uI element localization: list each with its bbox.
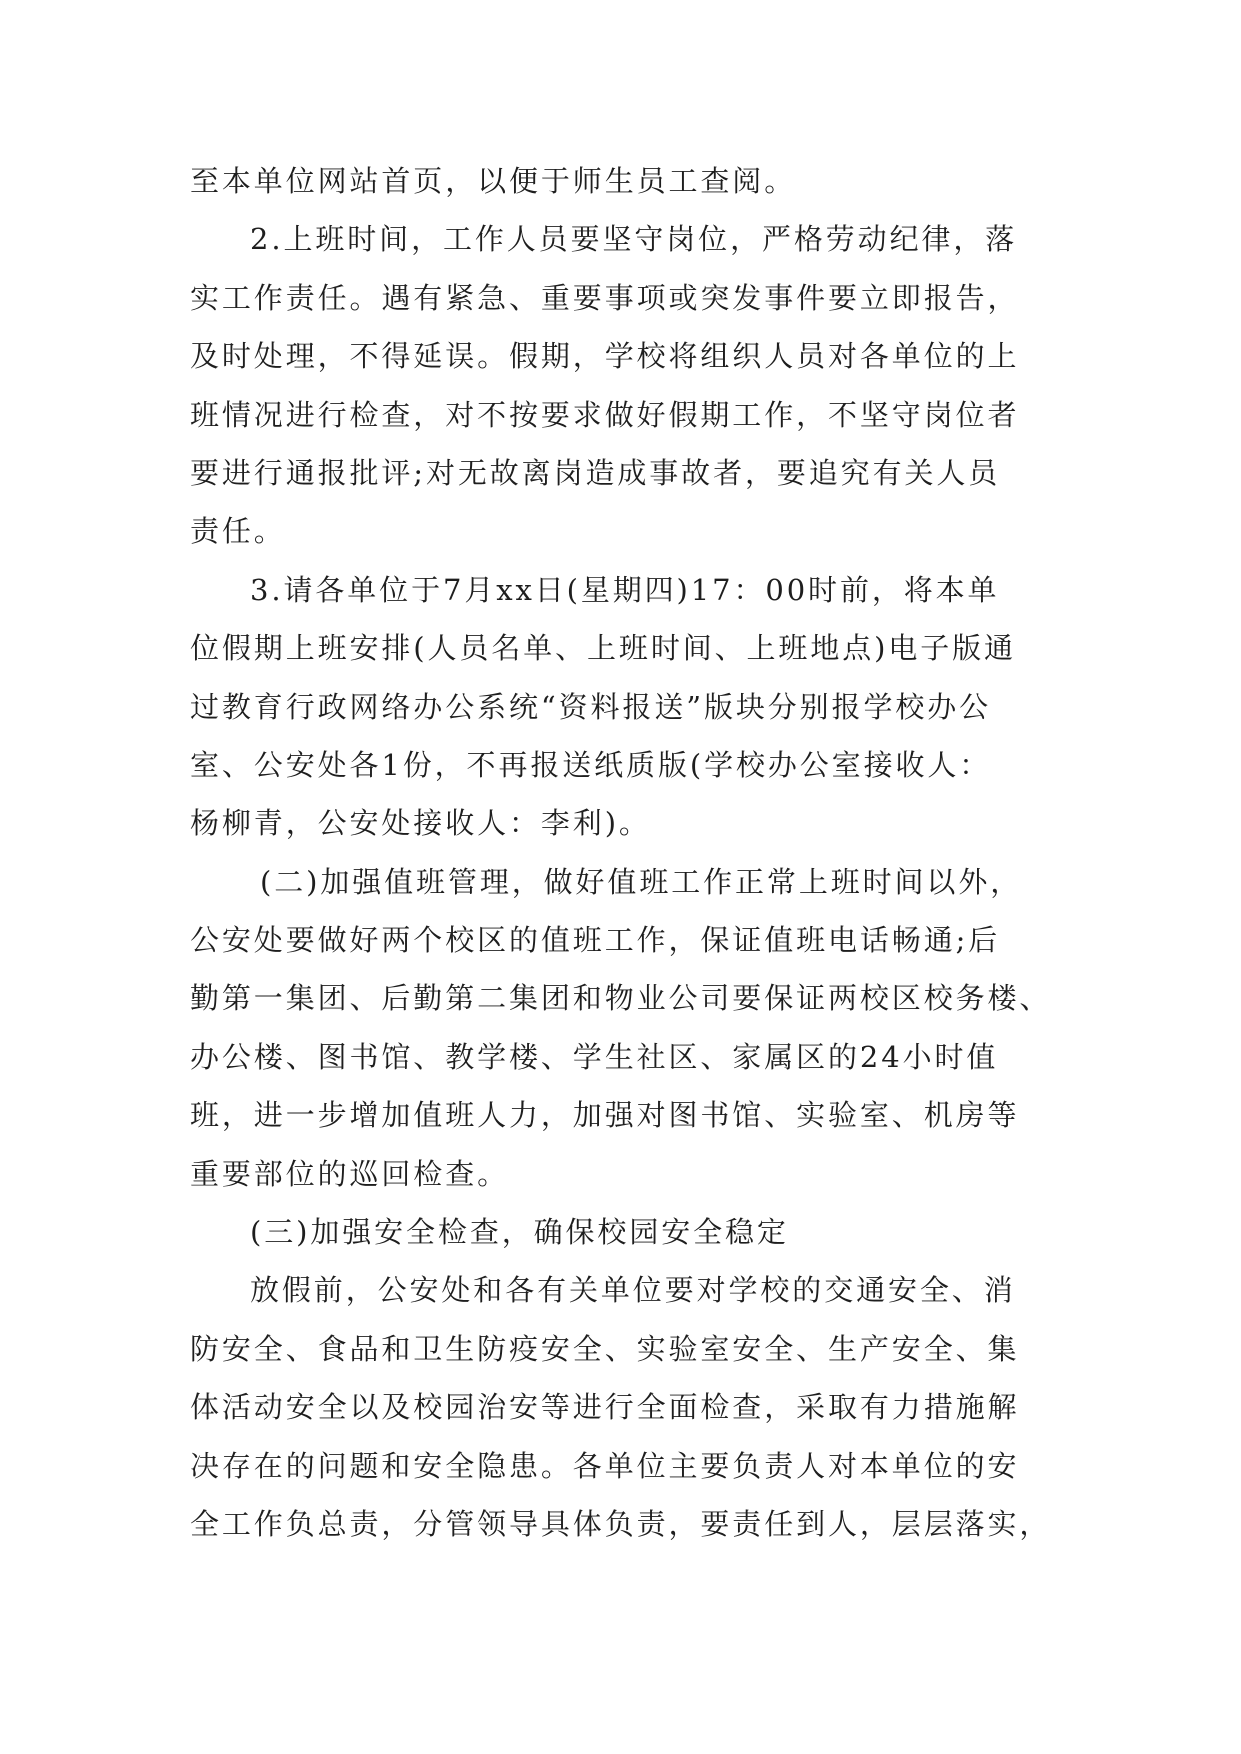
paragraph-line: 班情况进行检查，对不按要求做好假期工作，不坚守岗位者 [190,397,1020,432]
paragraph-line: 位假期上班安排(人员名单、上班时间、上班地点)电子版通 [190,631,1016,666]
paragraph-line: 公安处要做好两个校区的值班工作，保证值班电话畅通;后 [190,923,1001,958]
section-heading-line: (三)加强安全检查，确保校园安全稳定 [250,1215,789,1250]
paragraph-line: 杨柳青，公安处接收人：李利)。 [190,806,651,841]
paragraph-line: 勤第一集团、后勤第二集团和物业公司要保证两校区校务楼、 [190,981,1052,1016]
paragraph-line: 放假前，公安处和各有关单位要对学校的交通安全、消 [250,1273,1016,1308]
section-heading-line: (二)加强值班管理，做好值班工作正常上班时间以外， [260,864,1023,899]
paragraph-line: 重要部位的巡回检查。 [190,1156,510,1191]
paragraph-line: 3.请各单位于7月xx日(星期四)17：00时前，将本单 [250,572,1000,607]
document-body [190,152,1060,1553]
paragraph-line: 实工作责任。遇有紧急、重要事项或突发事件要立即报告， [190,280,1020,315]
paragraph-line: 责任。 [190,514,286,549]
paragraph-line: 防安全、食品和卫生防疫安全、实验室安全、生产安全、集 [190,1331,1020,1366]
paragraph-line: 决存在的问题和安全隐患。各单位主要负责人对本单位的安 [190,1448,1020,1483]
paragraph-line: 要进行通报批评;对无故离岗造成事故者，要追究有关人员 [190,455,1001,490]
paragraph-line: 体活动安全以及校园治安等进行全面检查，采取有力措施解 [190,1390,1020,1425]
paragraph-line: 及时处理，不得延误。假期，学校将组织人员对各单位的上 [190,339,1020,374]
paragraph-line: 班，进一步增加值班人力，加强对图书馆、实验室、机房等 [190,1098,1020,1133]
paragraph-line: 2.上班时间，工作人员要坚守岗位，严格劳动纪律，落 [250,222,1018,257]
paragraph-line: 至本单位网站首页，以便于师生员工查阅。 [190,164,797,198]
paragraph-line: 室、公安处各1份，不再报送纸质版(学校办公室接收人： [190,747,992,782]
paragraph-line: 全工作负总责，分管领导具体负责，要责任到人，层层落实， [190,1506,1052,1541]
paragraph-line: 过教育行政网络办公系统“资料报送”版块分别报学校办公 [190,689,992,724]
paragraph-line: 办公楼、图书馆、教学楼、学生社区、家属区的24小时值 [190,1039,999,1074]
